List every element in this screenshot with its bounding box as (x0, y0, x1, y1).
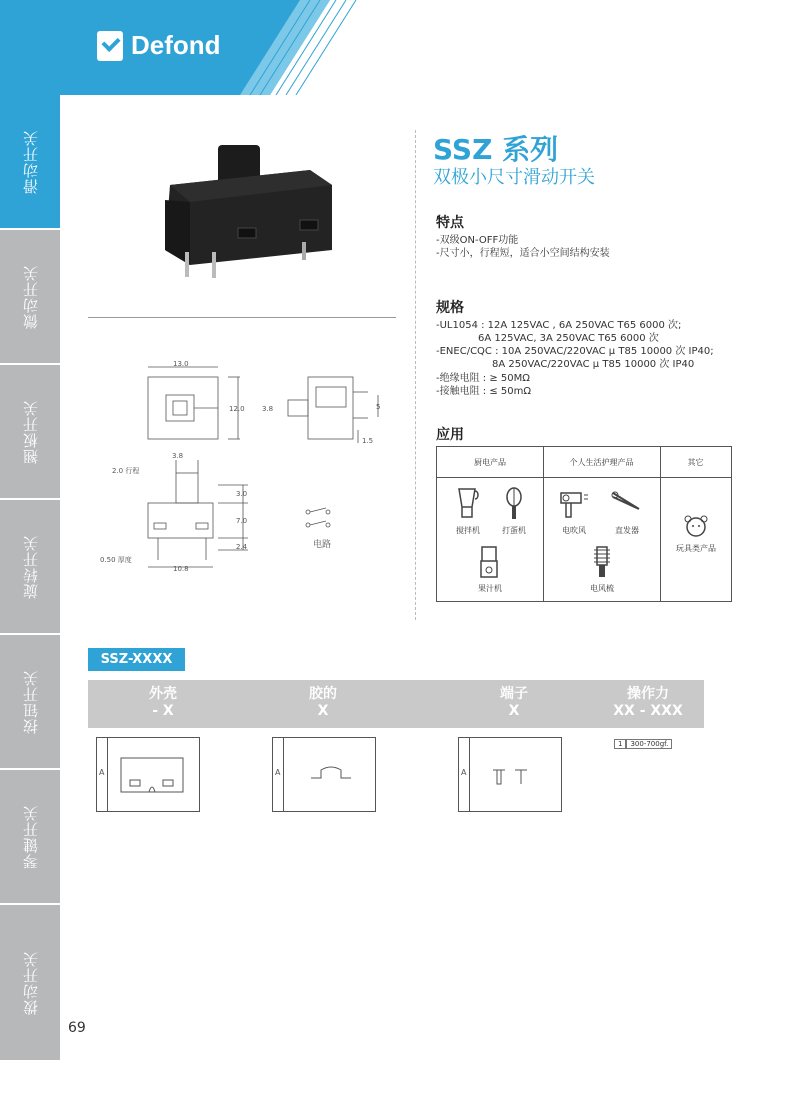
dim-width: 13.0 (173, 360, 189, 368)
app-item-label: 直发器 (615, 526, 639, 535)
hair-straightener-icon (611, 487, 643, 521)
tab-rocker-switch[interactable] (0, 365, 60, 498)
brand-logo (97, 30, 221, 61)
tab-slide-switch[interactable] (0, 95, 60, 228)
toy-bear-icon (683, 513, 709, 539)
app-item-label: 电吹风 (562, 526, 586, 535)
column-divider (415, 130, 416, 620)
app-col-other: 其它 (660, 447, 731, 478)
circuit-label: 电路 (313, 540, 332, 550)
rubber-option-a (272, 737, 376, 812)
option-label: A (275, 768, 281, 777)
force-index: 1 (614, 739, 626, 749)
tab-label: 琴键开关 (21, 804, 40, 869)
ordering-code-bar (88, 680, 704, 728)
app-item-label: 电风梳 (590, 584, 614, 593)
app-item-whisk (489, 487, 539, 536)
dim-3-0: 3.0 (236, 490, 248, 498)
app-item-toy (671, 513, 721, 554)
app-item-hair-brush (577, 545, 627, 594)
option-label: A (99, 768, 105, 777)
spec-item: -ENEC/CQC : 10A 250VAC/220VAC μ T85 10000 次 IP40; (436, 346, 714, 357)
whisk-icon (501, 487, 527, 521)
code-col-name: 胶的 (309, 686, 337, 702)
tab-label: 微动开关 (21, 264, 40, 329)
app-col-personal-care: 个人生活护理产品 (543, 447, 660, 478)
dim-knob-width: 3.8 (172, 452, 184, 460)
housing-option-a (96, 737, 200, 812)
features-heading: 特点 (436, 215, 464, 231)
tab-piano-switch[interactable] (0, 770, 60, 903)
juicer-icon (477, 545, 503, 579)
dim-travel: 2.0 行程 (112, 467, 140, 475)
dim-height: 12.0 (229, 405, 245, 413)
app-item-label: 玩具类产品 (676, 544, 716, 553)
code-col-terminal (484, 686, 544, 720)
logo-check-icon (97, 31, 123, 61)
dim-side-5: 5 (376, 403, 381, 411)
app-item-label: 打蛋机 (502, 526, 526, 535)
feature-item: -双级ON-OFF功能 (436, 235, 519, 246)
spec-item: 8A 250VAC/220VAC μ T85 10000 次 IP40 (492, 359, 695, 370)
spec-item: -UL1054 : 12A 125VAC , 6A 250VAC T65 6000 次; (436, 320, 682, 331)
spec-item: -接触电阻 : ≤ 50mΩ (436, 386, 531, 397)
code-col-name: 外壳 (149, 686, 177, 702)
app-item-hair-straightener (602, 487, 652, 536)
brand-name: Defond (131, 30, 221, 60)
app-item-label: 果汁机 (478, 584, 502, 593)
app-item-hair-dryer (549, 487, 599, 536)
hair-brush-icon (589, 545, 615, 579)
tab-label: 滑动开关 (21, 129, 40, 194)
code-col-housing (133, 686, 193, 720)
category-tabs (0, 95, 60, 1060)
terminal-diagram (459, 738, 561, 811)
product-photo (160, 140, 335, 280)
dim-side-3-8: 3.8 (262, 405, 274, 413)
divider (88, 317, 396, 318)
code-col-value: XX - XXX (613, 703, 683, 719)
app-item-label: 搅拌机 (456, 526, 480, 535)
housing-diagram (97, 738, 199, 811)
application-table (436, 446, 732, 602)
spec-item: -绝缘电阻 : ≥ 50MΩ (436, 373, 530, 384)
dim-side-1-5: 1.5 (362, 437, 374, 445)
page-number: 69 (68, 1020, 86, 1036)
tab-micro-switch[interactable] (0, 230, 60, 363)
dim-10-8: 10.8 (173, 565, 189, 573)
rubber-diagram (273, 738, 375, 811)
dim-2-4: 2.4 (236, 543, 248, 551)
dim-7-0: 7.0 (236, 517, 248, 525)
app-item-juicer (465, 545, 515, 594)
blender-icon (455, 487, 481, 521)
code-col-rubber (293, 686, 353, 720)
app-item-blender (443, 487, 493, 536)
code-col-value: X (508, 703, 520, 719)
option-label: A (461, 768, 467, 777)
specs-heading: 规格 (436, 300, 464, 316)
code-col-value: - X (152, 703, 174, 719)
header-banner (0, 0, 806, 95)
model-code-label: SSZ-XXXX (88, 648, 185, 671)
dim-thickness: 0.50 厚度 (100, 556, 132, 564)
table-divider (660, 447, 661, 601)
tab-label: 按钮开关 (21, 669, 40, 734)
tab-push-switch[interactable] (0, 635, 60, 768)
tab-label: 旋转开关 (21, 534, 40, 599)
code-col-value: X (317, 703, 329, 719)
code-col-name: 端子 (500, 686, 528, 702)
force-value: 300-700gf. (626, 739, 672, 749)
spec-item: 6A 125VAC, 3A 250VAC T65 6000 次 (478, 333, 659, 344)
tab-rotary-switch[interactable] (0, 500, 60, 633)
tab-toggle-switch[interactable] (0, 905, 60, 1060)
tab-label: 翘板开关 (21, 399, 40, 464)
tab-label: 拨动开关 (21, 950, 40, 1015)
code-col-name: 操作力 (627, 686, 669, 702)
force-option (614, 739, 672, 749)
application-heading: 应用 (436, 427, 464, 443)
product-subtitle: 双极小尺寸滑动开关 (433, 167, 595, 188)
code-col-force (603, 686, 693, 720)
app-col-kitchen: 厨电产品 (437, 447, 543, 478)
hair-dryer-icon (558, 487, 590, 521)
feature-item: -尺寸小，行程短，适合小空间结构安装 (436, 248, 610, 259)
terminal-option-a (458, 737, 562, 812)
table-divider (543, 447, 544, 601)
product-title: SSZ 系列 (433, 133, 559, 166)
